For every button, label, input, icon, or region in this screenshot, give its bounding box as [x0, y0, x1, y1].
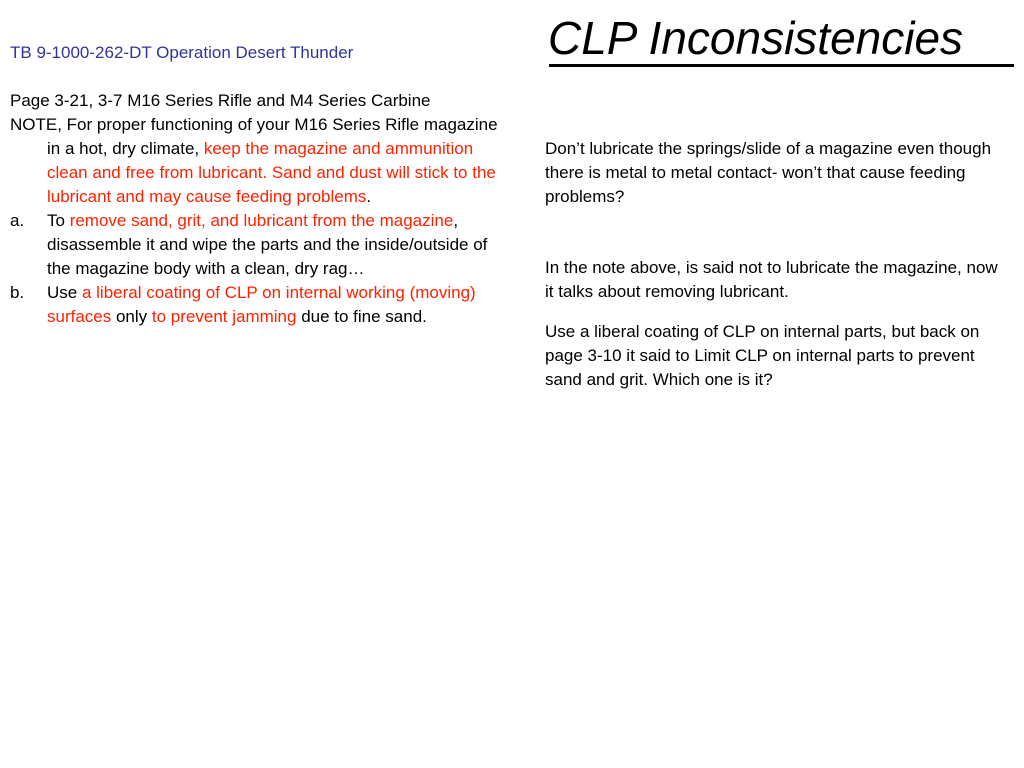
note-highlight: keep the magazine and ammunition clean and free from lubricant. Sand and dust will stick to the lubricant and may cause feeding problems [47, 139, 496, 206]
title-underline [549, 64, 1014, 67]
item-b-rest: due to fine sand. [296, 307, 427, 326]
note-paragraph [10, 113, 515, 209]
item-a-highlight: remove sand, grit, and lubricant from the magazine [69, 211, 454, 230]
item-b-mid: only [111, 307, 152, 326]
item-b-lead: Use [47, 283, 82, 302]
item-a-lead: To [47, 211, 70, 230]
question-3: Use a liberal coating of CLP on internal parts, but back on page 3-10 it said to Limit CLP on internal parts to prevent sand and grit. Which one is it? [545, 322, 980, 389]
question-1: Don’t lubricate the springs/slide of a magazine even though there is metal to metal contact- won’t that cause feeding problems? [545, 139, 992, 206]
list-marker-a: a. [10, 211, 25, 230]
note-intro: NOTE, For proper functioning of your M16 Series Rifle magazine in a hot, dry climate, [10, 115, 498, 158]
page-reference: Page 3-21, 3-7 M16 Series Rifle and M4 Series Carbine [10, 91, 431, 110]
list-marker-b: b. [10, 283, 25, 302]
note-end: . [366, 187, 372, 206]
right-column [545, 137, 1010, 392]
document-reference: TB 9-1000-262-DT Operation Desert Thunder [10, 43, 354, 62]
question-2: In the note above, is said not to lubricate the magazine, now it talks about removing lubricant. [545, 258, 998, 301]
item-a-rest: , disassemble it and wipe the parts and the inside/outside of the magazine body with a clean, dry rag… [47, 211, 488, 278]
list-item-a [10, 209, 515, 281]
item-b-highlight-1: a liberal coating of CLP on internal working (moving) surfaces [47, 283, 476, 326]
item-b-highlight-2: to prevent jamming [151, 307, 297, 326]
left-column [10, 89, 515, 329]
slide-title: CLP Inconsistencies [548, 12, 964, 64]
list-item-b [10, 281, 515, 329]
